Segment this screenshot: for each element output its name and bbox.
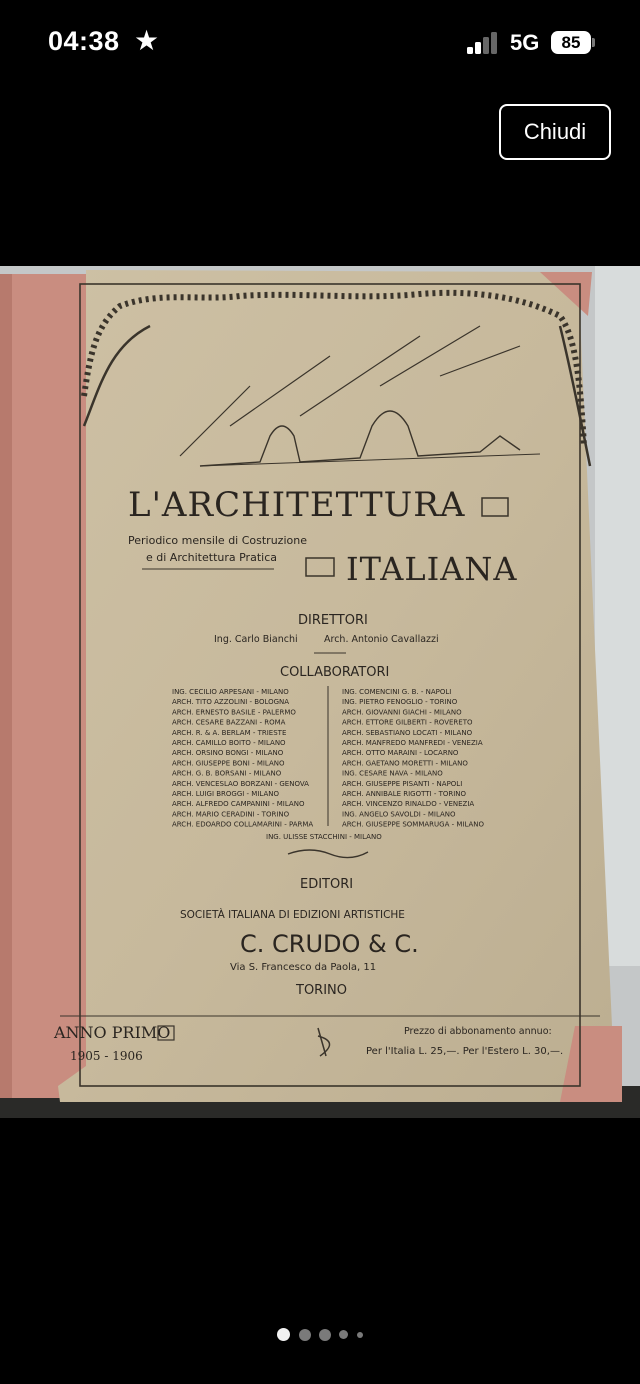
price-line: Per l'Italia L. 25,—. Per l'Estero L. 30,—. <box>366 1046 564 1057</box>
collaborator-last: ING. ULISSE STACCHINI - MILANO <box>266 833 382 841</box>
collaborator-name: ING. COMENCINI G. B. - NAPOLI <box>342 688 452 696</box>
collaborator-name: ARCH. MANFREDO MANFREDI - VENEZIA <box>342 739 483 747</box>
cover-title-line1: L'ARCHITETTURA <box>128 485 466 525</box>
collaborator-name: ARCH. GIUSEPPE PISANTI - NAPOLI <box>342 779 463 788</box>
collaborator-name: ARCH. R. & A. BERLAM - TRIESTE <box>172 728 287 737</box>
signal-icon <box>466 32 500 54</box>
collaborator-name: ING. CECILIO ARPESANI - MILANO <box>172 688 289 696</box>
director-1: Ing. Carlo Bianchi <box>214 634 298 645</box>
collaborator-name: ARCH. TITO AZZOLINI - BOLOGNA <box>172 698 290 707</box>
close-button[interactable]: Chiudi <box>499 104 611 160</box>
cover-subtitle-line2: e di Architettura Pratica <box>146 551 277 564</box>
directors-heading: DIRETTORI <box>298 613 368 628</box>
collaborator-name: ARCH. GAETANO MORETTI - MILANO <box>342 759 468 768</box>
cover-subtitle-line1: Periodico mensile di Costruzione <box>128 534 307 547</box>
clock: 04:38 <box>48 26 120 56</box>
collaborators-right <box>342 688 485 829</box>
collaborator-name: ARCH. EDOARDO COLLAMARINI - PARMA <box>172 820 314 829</box>
collaborator-name: ING. ANGELO SAVOLDI - MILANO <box>342 810 456 819</box>
editors-heading: EDITORI <box>300 877 354 892</box>
page-dot-active[interactable] <box>277 1328 290 1341</box>
year-label: ANNO PRIMO <box>54 1023 171 1042</box>
collaborator-name: ARCH. GIOVANNI GIACHI - MILANO <box>342 708 462 717</box>
star-icon: ★ <box>134 25 160 56</box>
battery-icon: 85 <box>551 31 591 54</box>
page-dot[interactable] <box>319 1329 331 1341</box>
collaborator-name: ARCH. CESARE BAZZANI - ROMA <box>172 718 286 727</box>
collaborator-name: ARCH. VINCENZO RINALDO - VENEZIA <box>342 800 475 809</box>
collaborator-name: ARCH. LUIGI BROGGI - MILANO <box>172 790 279 798</box>
network-type: 5G <box>510 30 540 55</box>
publisher-address: Via S. Francesco da Paola, 11 <box>230 962 377 973</box>
years: 1905 - 1906 <box>70 1049 143 1063</box>
director-2: Arch. Antonio Cavallazzi <box>324 634 439 645</box>
collaborator-name: ARCH. ERNESTO BASILE - PALERMO <box>172 708 296 717</box>
cover-text <box>0 266 640 1118</box>
collaborator-name: ARCH. GIUSEPPE SOMMARUGA - MILANO <box>342 820 485 829</box>
collaborator-name: ARCH. G. B. BORSANI - MILANO <box>172 769 282 778</box>
collaborator-name: ARCH. ETTORE GILBERTI - ROVERETO <box>342 718 473 727</box>
collaborators-heading: COLLABORATORI <box>280 665 390 680</box>
publisher-name: C. CRUDO & C. <box>240 930 419 958</box>
status-bar <box>0 0 640 86</box>
collaborator-name: ARCH. VENCESLAO BORZANI - GENOVA <box>172 779 309 788</box>
collaborator-name: ARCH. OTTO MARAINI - LOCARNO <box>342 749 459 758</box>
page-indicator[interactable] <box>0 1326 640 1342</box>
cover-title-line2: ITALIANA <box>346 550 518 588</box>
page-dot[interactable] <box>339 1330 348 1339</box>
collaborator-name: ARCH. SEBASTIANO LOCATI - MILANO <box>342 728 473 737</box>
collaborator-name: ARCH. GIUSEPPE BONI - MILANO <box>172 759 285 768</box>
collaborator-name: ING. PIETRO FENOGLIO - TORINO <box>342 698 458 707</box>
collaborator-name: ARCH. MARIO CERADINI - TORINO <box>172 810 290 819</box>
collaborator-name: ARCH. ALFREDO CAMPANINI - MILANO <box>172 800 305 809</box>
collaborator-name: ARCH. ORSINO BONGI - MILANO <box>172 749 284 758</box>
page-dot[interactable] <box>357 1332 363 1338</box>
publisher-city: TORINO <box>296 983 347 998</box>
collaborator-name: ARCH. CAMILLO BOITO - MILANO <box>172 739 286 747</box>
cover-photo[interactable] <box>0 266 640 1118</box>
collaborators-left <box>172 688 313 829</box>
battery-tip <box>592 38 595 47</box>
society-name: SOCIETÀ ITALIANA DI EDIZIONI ARTISTICHE <box>180 909 405 921</box>
collaborator-name: ING. CESARE NAVA - MILANO <box>342 769 443 778</box>
price-heading: Prezzo di abbonamento annuo: <box>404 1026 552 1037</box>
collaborator-name: ARCH. ANNIBALE RIGOTTI - TORINO <box>342 790 467 798</box>
page-dot[interactable] <box>299 1329 311 1341</box>
